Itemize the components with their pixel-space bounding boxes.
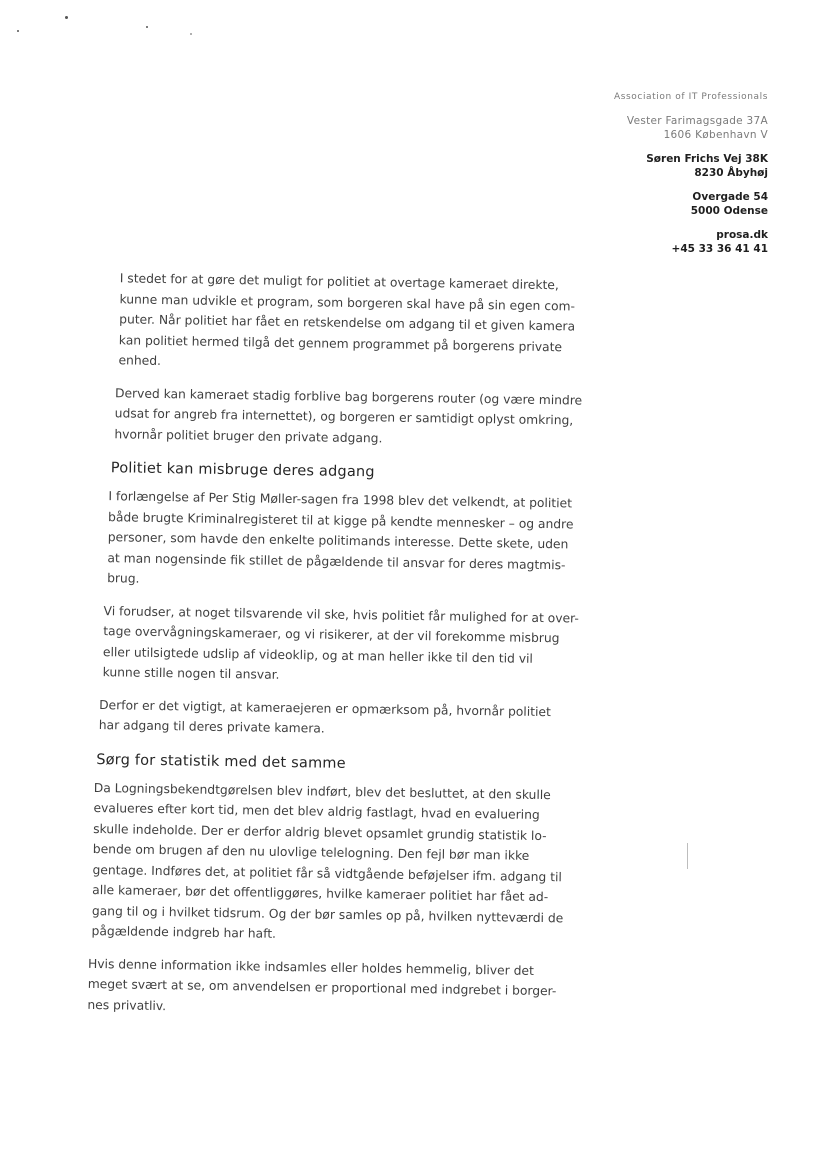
address-line: 8230 Åbyhøj [694, 167, 768, 179]
scan-margin-line [687, 843, 688, 869]
address-line: Overgade 54 [692, 191, 768, 203]
section-heading: Politiet kan misbruge deres adgang [110, 460, 375, 481]
address-line: Søren Frichs Vej 38K [646, 153, 768, 165]
phone-number: +45 33 36 41 41 [671, 243, 768, 255]
scan-speck [17, 30, 19, 32]
address-odense [468, 190, 768, 218]
paragraph: Da Logningsbekendtgørelsen blev indført, blev det besluttet, at den skulle evalueres efter kort tid, men det blev aldrig fastlagt, hvad en evaluering skulle indeholde. Der er derfor aldrig blevet opsamlet grundig statistik lo- bende om brugen af den nu ulovlige telelogning. Den fejl bør man ikke gentage. Indføres det, at politiet får så vidtgående beføjelser ifm. adgang til alle kameraer, bør det offentliggøres, hvilke kameraer politiet har fået ad- gang til og i hvilket tidsrum. Og der bør samles op på, hvilken nytteværdi de pågældende indgreb har haft. [91, 780, 564, 941]
scan-speck [146, 26, 148, 28]
paragraph: I stedet for at gøre det muligt for politiet at overtage kameraet direkte, kunne man udvikle et program, som borgeren skal have på sin egen com- puter. Når politiet har fået en retskendelse om adgang til et given kamera kan politiet hermed tilgå det gennem programmet på borgerens private enhed. [118, 271, 576, 368]
address-line: 5000 Odense [690, 205, 768, 217]
address-aabyhoej [468, 152, 768, 180]
paragraph: I forlængelse af Per Stig Møller-sagen fra 1998 blev det velkendt, at politiet både brugte Kriminalregisteret til at kigge på kendte mennesker – og andre personer, som havde den enkelte politimands interesse. Dette skete, uden at man nogensinde fik stillet de pågældende til ansvar for deres magtmis- brug. [107, 489, 574, 586]
contact-info [468, 228, 768, 256]
address-copenhagen [468, 114, 768, 142]
section-heading: Sørg for statistik med det samme [96, 751, 346, 772]
sender-block [468, 92, 768, 266]
address-line: Vester Farimagsgade 37A [626, 115, 768, 127]
organization-name: Association of IT Professionals [613, 92, 768, 102]
paragraph: Hvis denne information ikke indsamles eller holdes hemmelig, bliver det meget svært at se, om anvendelsen er proportional med indgrebet i borger- nes privatliv. [87, 956, 557, 1013]
paragraph: Derfor er det vigtigt, at kameraejeren er opmærksom på, hvornår politiet har adgang til deres private kamera. [98, 697, 551, 736]
address-line: 1606 København V [663, 129, 768, 141]
paragraph: Vi forudser, at noget tilsvarende vil ske, hvis politiet får mulighed for at over- tage overvågningskameraer, og vi risikerer, at der vil forekomme misbrug eller utilsigtede udslip af videoklip, og at man heller ikke til den tid vil kunne stille nogen til ansvar. [102, 603, 579, 682]
website: prosa.dk [716, 229, 768, 241]
scan-speck [190, 33, 192, 35]
paragraph: Derved kan kameraet stadig forblive bag borgerens router (og være mindre udsat for angreb fra internettet), og borgeren er samtidigt oplyst omkring, hvornår politiet bruger den private adgang. [114, 385, 583, 445]
letter-body [88, 268, 590, 1035]
scan-speck [65, 16, 68, 19]
